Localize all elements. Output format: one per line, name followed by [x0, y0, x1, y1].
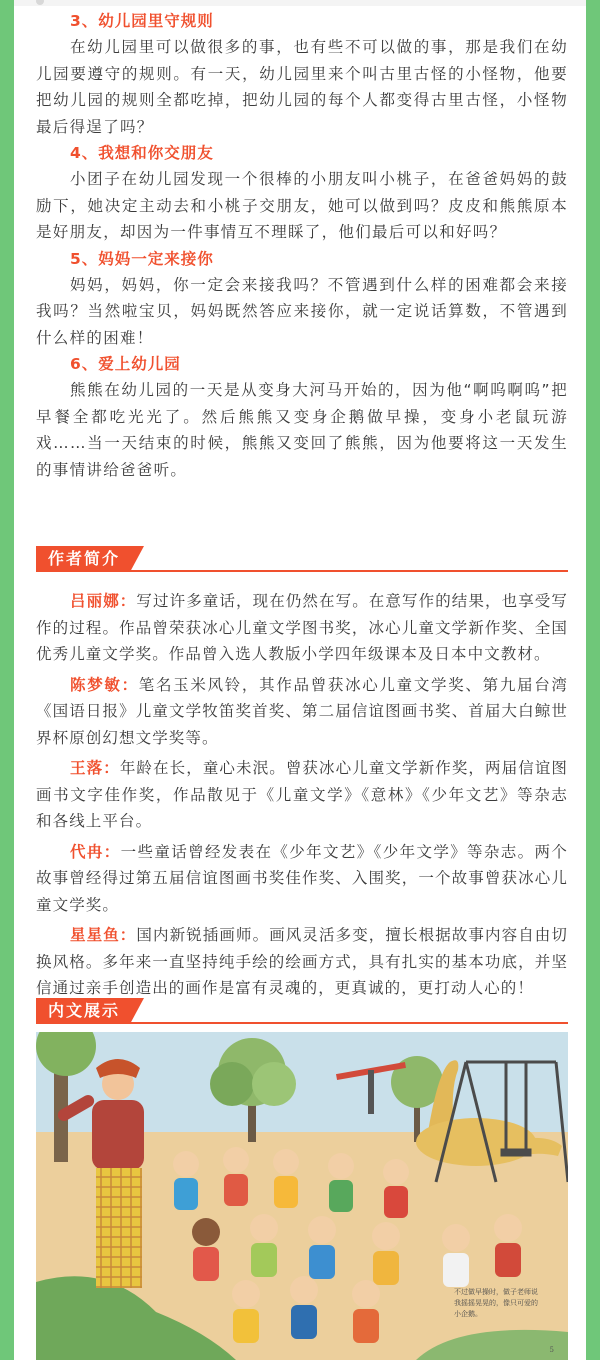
sample-page-illustration — [36, 1032, 568, 1360]
author-name: 陈梦敏： — [70, 675, 139, 694]
authors-section-header — [36, 540, 568, 572]
author-name: 王落： — [70, 759, 120, 777]
author-bio-text: 笔名玉米风铃，其作品曾获冰心儿童文学奖、第九届台湾《国语日报》儿童文学牧笛奖首奖、第二届信谊图画书奖、首届大白鲸世界杯原创幻想文学奖等。 — [36, 675, 568, 747]
author-bio — [36, 839, 568, 919]
author-bio — [36, 922, 568, 1002]
child-figure — [442, 1224, 470, 1287]
author-bio-text: 一些童话曾经发表在《少年文艺》《少年文学》等杂志。两个故事曾经得过第五届信谊图画书奖佳作奖、入围奖，一个故事曾获冰心儿童文学奖。 — [36, 842, 568, 914]
story-title: 6、爱上幼儿园 — [70, 355, 181, 373]
child-figure — [352, 1280, 380, 1343]
child-figure — [308, 1216, 336, 1279]
child-figure — [273, 1149, 299, 1208]
content-panel — [14, 0, 586, 1360]
child-figure — [173, 1151, 199, 1210]
story-title: 3、幼儿园里守规则 — [70, 12, 214, 30]
bullet-dot — [36, 0, 44, 5]
child-figure — [232, 1280, 260, 1343]
child-figure — [250, 1214, 278, 1277]
author-list — [36, 588, 568, 1006]
top-divider — [14, 0, 586, 6]
showcase-section-title: 内文展示 — [36, 998, 130, 1024]
author-name: 吕丽娜： — [70, 592, 137, 610]
illustration-caption: 不过做早操时，做子老师说我摇摇晃晃的，像只可爱的小企鹅。 — [454, 1288, 538, 1318]
child-figure — [383, 1159, 409, 1218]
story-item — [36, 246, 568, 352]
author-bio — [36, 588, 568, 668]
child-figure — [372, 1222, 400, 1285]
authors-section-title: 作者简介 — [36, 546, 130, 572]
author-bio-text: 写过许多童话，现在仍然在写。在意写作的结果，也享受写作的过程。作品曾荣获冰心儿童文学图书奖，冰心儿童文学新作奖、全国优秀儿童文学奖。作品曾入选人教版小学四年级课本及日本中文教材。 — [36, 592, 569, 663]
story-title: 5、妈妈一定来接你 — [70, 249, 214, 268]
child-figure — [494, 1214, 522, 1277]
story-summary: 妈妈，妈妈，你一定会来接我吗？不管遇到什么样的困难都会来接我吗？当然啦宝贝，妈妈既然答应来接你，就一定说话算数，不管遇到什么样的困难！ — [36, 275, 568, 347]
child-figure — [223, 1147, 249, 1206]
showcase-section-header — [36, 992, 568, 1024]
story-summary: 小团子在幼儿园发现一个很棒的小朋友叫小桃子，在爸爸妈妈的鼓励下，她决定主动去和小桃子交朋友，她可以做到吗？皮皮和熊熊原本是好朋友，却因为一件事情互不理睬了，他们最后可以和好吗？ — [36, 170, 568, 241]
story-list — [36, 8, 568, 483]
child-figure — [290, 1276, 318, 1339]
author-name: 星星鱼： — [70, 926, 137, 944]
story-item — [36, 140, 568, 246]
page-number: 5 — [549, 1346, 554, 1354]
author-bio-text: 国内新锐插画师。画风灵活多变，擅长根据故事内容自由切换风格。多年来一直坚持纯手绘的绘画方式，具有扎实的基本功底，并坚信通过亲手创造出的画作是富有灵魂的，更真诚的，更打动人心的！ — [36, 926, 569, 997]
author-bio — [36, 672, 568, 752]
author-bio-text: 年龄在长，童心未泯。曾获冰心儿童文学新作奖，两届信谊图画书文字佳作奖，作品散见于《儿童文学》《意林》《少年文艺》等杂志和各线上平台。 — [36, 759, 569, 830]
child-figure — [192, 1218, 220, 1281]
story-item — [36, 8, 568, 140]
author-bio — [36, 755, 568, 835]
child-figure — [328, 1153, 354, 1212]
author-name: 代冉： — [70, 842, 121, 861]
story-summary: 在幼儿园里可以做很多的事，也有些不可以做的事，那是我们在幼儿园要遵守的规则。有一天，幼儿园里来个叫古里古怪的小怪物，他要把幼儿园的规则全都吃掉，把幼儿园的每个人都变得古里古怪，小怪物最后得逞了吗？ — [36, 38, 568, 136]
story-item — [36, 351, 568, 483]
story-summary: 熊熊在幼儿园的一天是从变身大河马开始的，因为他“啊呜啊呜”把早餐全都吃光光了。然后熊熊又变身企鹅做早操，变身小老鼠玩游戏……当一天结束的时候，熊熊又变回了熊熊，因为他要将这一天发生的事情讲给爸爸听。 — [36, 381, 568, 479]
story-title: 4、我想和你交朋友 — [70, 144, 214, 162]
